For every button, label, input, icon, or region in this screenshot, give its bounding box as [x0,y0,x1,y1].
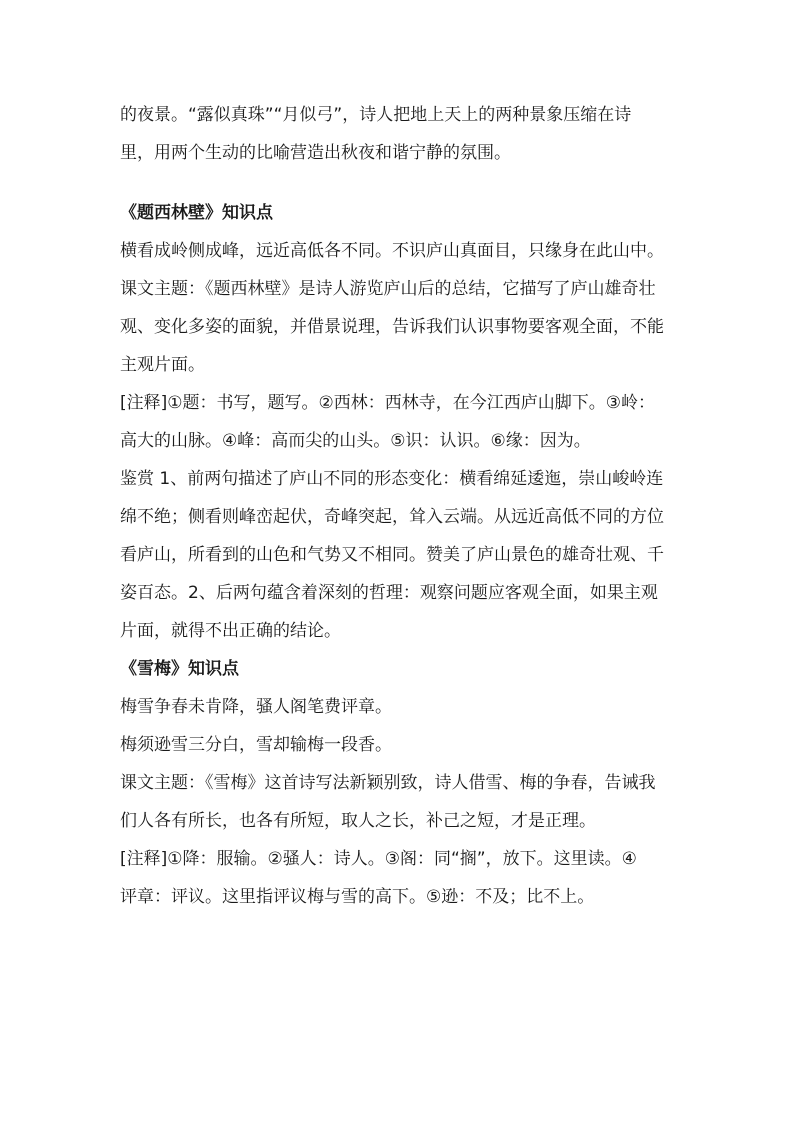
appreciation-line: 看庐山，所看到的山色和气势又不相同。赞美了庐山景色的雄奇壮观、千 [120,545,664,565]
intro-line: 的夜景。“露似真珠”“月似弓”，诗人把地上天上的两种景象压缩在诗 [120,105,632,125]
intro-line: 里，用两个生动的比喻营造出秋夜和谐宁静的氛围。 [120,143,511,163]
poem-line: 梅须逊雪三分白，雪却输梅一段香。 [120,735,392,755]
section-heading-tixilinbi: 《题西林壁》知识点 [120,203,273,223]
appreciation-line: 鉴赏 1、前两句描述了庐山不同的形态变化：横看绵延逶迤，崇山峻岭连 [120,469,664,489]
theme-line: 课文主题：《雪梅》这首诗写法新颖别致，诗人借雪、梅的争春，告诫我 [120,773,656,793]
appreciation-line: 姿百态。2、后两句蕴含着深刻的哲理：观察问题应客观全面，如果主观 [120,583,658,603]
notes-line: [注释]①降：服输。②骚人：诗人。③阁：同“搁”，放下。这里读。④ [120,849,637,869]
notes-line: 评章：评议。这里指评议梅与雪的高下。⑤逊：不及；比不上。 [120,887,595,907]
theme-line: 主观片面。 [120,355,205,375]
poem-text: 横看成岭侧成峰，远近高低各不同。不识庐山真面目，只缘身在此山中。 [120,241,664,261]
notes-line: [注释]①题：书写，题写。②西林：西林寺，在今江西庐山脚下。③岭： [120,393,655,413]
section-heading-xuemei: 《雪梅》知识点 [120,659,239,679]
poem-line: 梅雪争春未肯降，骚人阁笔费评章。 [120,697,392,717]
theme-line: 观、变化多姿的面貌，并借景说理，告诉我们认识事物要客观全面，不能 [120,317,664,337]
notes-line: 高大的山脉。④峰：高而尖的山头。⑤识：认识。⑥缘：因为。 [120,431,591,451]
appreciation-line: 绵不绝；侧看则峰峦起伏，奇峰突起，耸入云端。从远近高低不同的方位 [120,507,664,527]
theme-line: 课文主题：《题西林壁》是诗人游览庐山后的总结，它描写了庐山雄奇壮 [120,279,656,299]
theme-line: 们人各有所长，也各有所短，取人之长，补己之短，才是正理。 [120,811,596,831]
document-page [120,96,690,916]
appreciation-line: 片面，就得不出正确的结论。 [120,621,341,641]
